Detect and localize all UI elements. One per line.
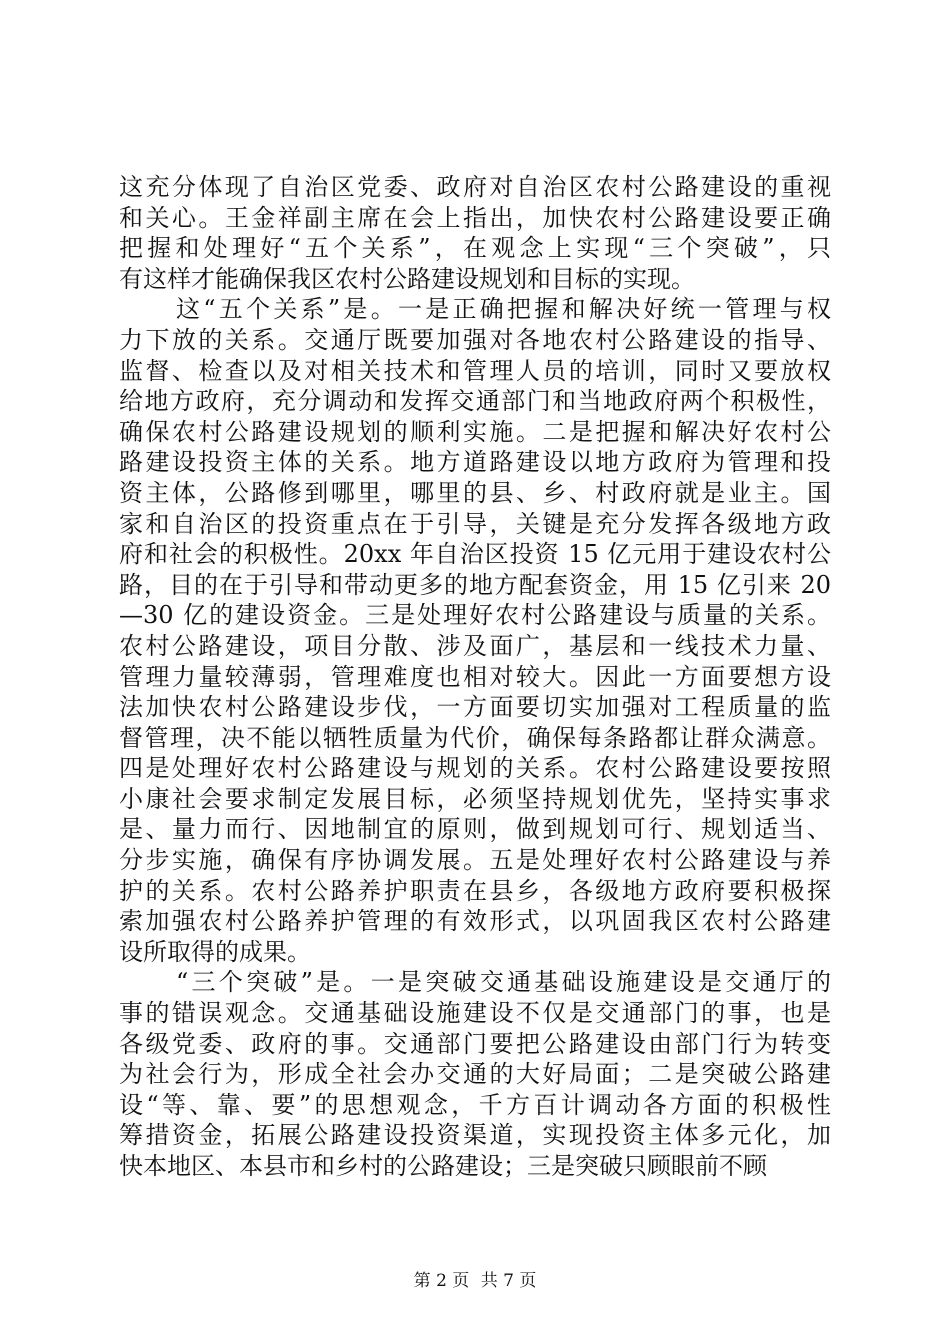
text-line: 给地方政府，充分调动和发挥交通部门和当地政府两个积极性， bbox=[119, 387, 831, 416]
text-line: 资主体，公路修到哪里，哪里的县、乡、村政府就是业主。国 bbox=[119, 478, 831, 507]
text-line: 这“五个关系”是。一是正确把握和解决好统一管理与权 bbox=[176, 295, 831, 324]
text-line: 是、量力而行、因地制宜的原则，做到规划可行、规划适当、 bbox=[119, 815, 831, 844]
page-total: 共 7 页 bbox=[480, 1271, 537, 1291]
text-line: 各级党委、政府的事。交通部门要把公路建设由部门行为转变 bbox=[119, 1029, 831, 1058]
text-line: 督管理，决不能以牺牲质量为代价，确保每条路都让群众满意。 bbox=[119, 723, 831, 752]
text-line: 设“等、靠、要”的思想观念，千方百计调动各方面的积极性 bbox=[119, 1090, 831, 1119]
text-line: 管理力量较薄弱，管理难度也相对较大。因此一方面要想方设 bbox=[119, 662, 831, 691]
text-line: 家和自治区的投资重点在于引导，关键是充分发挥各级地方政 bbox=[119, 509, 831, 538]
text-line: 为社会行为，形成全社会办交通的大好局面；二是突破公路建 bbox=[119, 1060, 831, 1089]
text-line: 四是处理好农村公路建设与规划的关系。农村公路建设要按照 bbox=[119, 754, 831, 783]
paragraph bbox=[119, 294, 831, 967]
paragraph bbox=[119, 967, 831, 1181]
text-line: “三个突破”是。一是突破交通基础设施建设是交通厅的 bbox=[176, 968, 831, 997]
text-line: 筹措资金，拓展公路建设投资渠道，实现投资主体多元化，加 bbox=[119, 1121, 831, 1150]
text-line: —30 亿的建设资金。三是处理好农村公路建设与质量的关系。 bbox=[119, 601, 831, 630]
page-footer bbox=[0, 1271, 950, 1291]
text-line: 力下放的关系。交通厅既要加强对各地农村公路建设的指导、 bbox=[119, 325, 831, 354]
text-line: 把握和处理好“五个关系”，在观念上实现“三个突破”，只 bbox=[119, 234, 831, 263]
text-line: 事的错误观念。交通基础设施建设不仅是交通部门的事，也是 bbox=[119, 999, 831, 1028]
text-line: 设所取得的成果。 bbox=[119, 937, 311, 966]
text-line: 小康社会要求制定发展目标，必须坚持规划优先，坚持实事求 bbox=[119, 784, 831, 813]
text-line: 索加强农村公路养护管理的有效形式，以巩固我区农村公路建 bbox=[119, 907, 831, 936]
text-line: 分步实施，确保有序协调发展。五是处理好农村公路建设与养 bbox=[119, 846, 831, 875]
text-line: 这充分体现了自治区党委、政府对自治区农村公路建设的重视 bbox=[119, 173, 831, 201]
text-line: 快本地区、本县市和乡村的公路建设；三是突破只顾眼前不顾 bbox=[119, 1152, 767, 1180]
text-line: 确保农村公路建设规划的顺利实施。二是把握和解决好农村公 bbox=[119, 417, 831, 446]
text-line: 和关心。王金祥副主席在会上指出，加快农村公路建设要正确 bbox=[119, 203, 831, 232]
text-line: 监督、检查以及对相关技术和管理人员的培训，同时又要放权 bbox=[119, 356, 831, 385]
text-line: 路建设投资主体的关系。地方道路建设以地方政府为管理和投 bbox=[119, 448, 831, 477]
text-line: 法加快农村公路建设步伐，一方面要切实加强对工程质量的监 bbox=[119, 693, 831, 722]
page-number: 第 2 页 bbox=[413, 1271, 470, 1291]
text-line: 路，目的在于引导和带动更多的地方配套资金，用 15 亿引来 20 bbox=[119, 570, 831, 599]
text-line: 护的关系。农村公路养护职责在县乡，各级地方政府要积极探 bbox=[119, 876, 831, 905]
text-line: 府和社会的积极性。20xx 年自治区投资 15 亿元用于建设农村公 bbox=[119, 540, 831, 569]
paragraph bbox=[119, 172, 831, 294]
body-text bbox=[119, 172, 831, 1182]
text-line: 农村公路建设，项目分散、涉及面广，基层和一线技术力量、 bbox=[119, 631, 831, 660]
text-line: 有这样才能确保我区农村公路建设规划和目标的实现。 bbox=[119, 264, 695, 293]
